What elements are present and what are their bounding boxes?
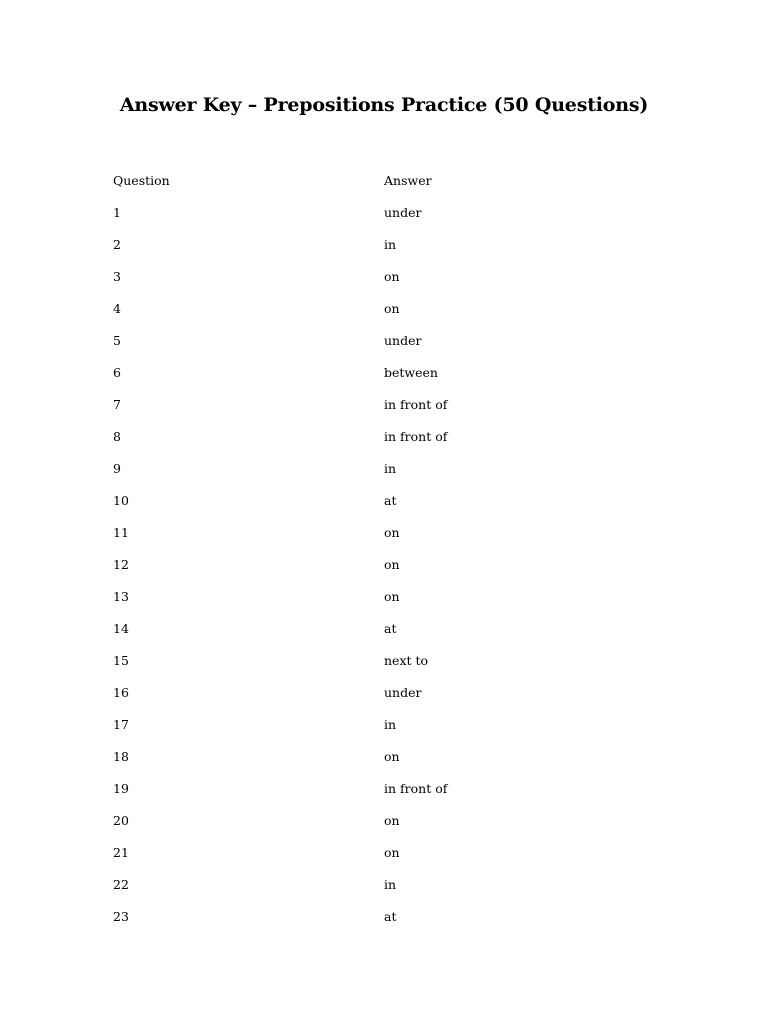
table-row [113,644,673,676]
answer-text: next to [384,652,429,668]
answer-text: at [384,908,397,924]
question-number: 17 [113,716,129,732]
document-title: Answer Key – Prepositions Practice (50 Questions) [119,94,649,116]
answer-text: in [384,460,397,476]
answer-text: in [384,716,397,732]
table-row [113,196,673,228]
table-row [113,452,673,484]
answer-text: under [384,332,422,348]
question-number: 20 [113,812,129,828]
question-number: 3 [113,268,121,284]
table-row [113,420,673,452]
question-number: 12 [113,556,129,572]
column-header-question: Question [113,172,170,188]
answer-text: on [384,268,400,284]
question-number: 15 [113,652,129,668]
table-row [113,548,673,580]
table-row [113,804,673,836]
table-header-row [113,164,673,196]
table-row [113,484,673,516]
answer-text: under [384,204,422,220]
table-row [113,740,673,772]
question-number: 23 [113,908,129,924]
answer-text: in [384,236,397,252]
answer-text: on [384,812,400,828]
table-row [113,292,673,324]
answer-text: on [384,300,400,316]
table-row [113,612,673,644]
table-row [113,772,673,804]
answer-text: in front of [384,780,448,796]
answer-text: at [384,620,397,636]
question-number: 7 [113,396,121,412]
question-number: 10 [113,492,129,508]
question-number: 4 [113,300,121,316]
table-row [113,708,673,740]
question-number: 22 [113,876,129,892]
question-number: 5 [113,332,121,348]
table-row [113,900,673,932]
answer-text: on [384,588,400,604]
answer-text: in front of [384,396,448,412]
question-number: 1 [113,204,121,220]
table-row [113,388,673,420]
question-number: 8 [113,428,121,444]
table-row [113,356,673,388]
answer-text: on [384,556,400,572]
table-row [113,676,673,708]
answer-text: under [384,684,422,700]
table-row [113,868,673,900]
answer-text: in [384,876,397,892]
question-number: 14 [113,620,129,636]
answer-text: between [384,364,438,380]
question-number: 9 [113,460,121,476]
column-header-answer: Answer [384,172,432,188]
question-number: 16 [113,684,129,700]
question-number: 2 [113,236,121,252]
table-row [113,228,673,260]
question-number: 19 [113,780,129,796]
table-row [113,836,673,868]
table-row [113,516,673,548]
table-row [113,580,673,612]
question-number: 11 [113,524,129,540]
question-number: 13 [113,588,129,604]
answer-table [113,164,673,932]
question-number: 18 [113,748,129,764]
answer-text: at [384,492,397,508]
question-number: 6 [113,364,121,380]
answer-text: on [384,844,400,860]
answer-text: on [384,748,400,764]
answer-text: on [384,524,400,540]
answer-text: in front of [384,428,448,444]
question-number: 21 [113,844,129,860]
table-row [113,324,673,356]
table-row [113,260,673,292]
